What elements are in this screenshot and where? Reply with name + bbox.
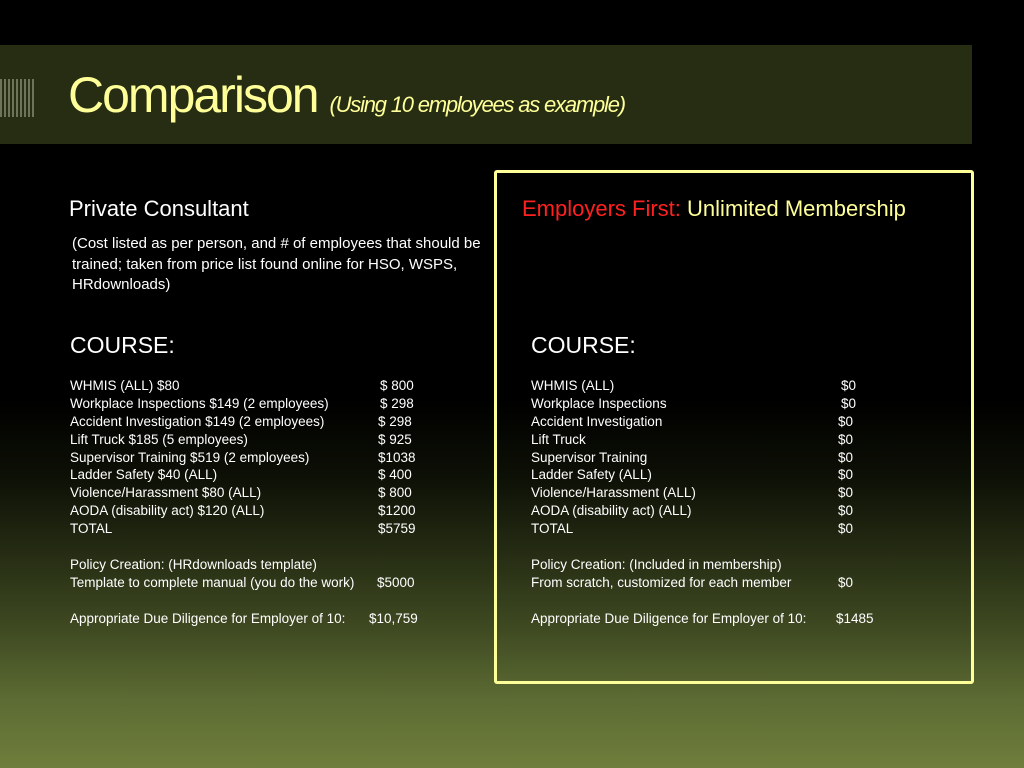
course-row-label: Appropriate Due Diligence for Employer of 10:: [70, 610, 346, 626]
course-row-cost: $0: [838, 449, 854, 465]
decorative-stripes: [0, 79, 36, 117]
course-row-label: Policy Creation: (Included in membership): [531, 556, 782, 572]
course-row-label: AODA (disability act) (ALL): [531, 503, 692, 519]
course-row-cost: $0: [838, 503, 854, 519]
employers-first-heading: [522, 196, 906, 222]
course-row-label: Ladder Safety (ALL): [531, 467, 652, 483]
course-row: [70, 538, 450, 556]
course-row-cost: $ 298: [380, 395, 414, 411]
course-row-label: Violence/Harassment $80 (ALL): [70, 485, 262, 501]
course-row-cost: $ 925: [378, 431, 412, 447]
course-row: [70, 431, 450, 449]
course-row: [531, 431, 911, 449]
employers-first-course-list: [531, 377, 911, 627]
course-row: [70, 520, 450, 538]
course-row-label: AODA (disability act) $120 (ALL): [70, 503, 265, 519]
course-row: [531, 502, 911, 520]
course-row: [531, 556, 911, 574]
course-row: [531, 520, 911, 538]
course-row: [70, 377, 450, 395]
course-row-label: Supervisor Training $519 (2 employees): [70, 449, 310, 465]
course-row: [70, 502, 450, 520]
course-row: [70, 466, 450, 484]
course-row-cost: $0: [841, 395, 857, 411]
private-consultant-course-list: [70, 377, 450, 627]
course-row-cost: $ 298: [378, 413, 412, 429]
course-row-label: From scratch, customized for each member: [531, 574, 792, 590]
course-row-cost: $0: [841, 378, 857, 393]
course-row-label: Accident Investigation $149 (2 employees): [70, 413, 325, 429]
private-consultant-heading: Private Consultant: [69, 196, 249, 221]
course-row: [70, 395, 450, 413]
course-row: [531, 538, 911, 556]
course-row: [531, 413, 911, 431]
course-row-cost: $5000: [377, 574, 415, 590]
course-row: [531, 484, 911, 502]
right-course-label: COURSE:: [531, 332, 636, 358]
course-row: [531, 377, 911, 395]
course-row-cost: $0: [838, 431, 854, 447]
course-row: [70, 610, 450, 628]
course-row: [70, 556, 450, 574]
course-row-cost: $0: [838, 413, 854, 429]
course-row: [531, 610, 911, 628]
course-row: [70, 413, 450, 431]
pricing-note: (Cost listed as per person, and # of employees that should be trained; taken from price list found online for HSO, WSPS, HRdownloads): [72, 235, 481, 293]
course-row-cost: $0: [838, 467, 854, 483]
course-row: [70, 574, 450, 592]
course-row-cost: $5759: [378, 521, 416, 537]
course-row-cost: $ 400: [378, 467, 412, 483]
course-row-cost: $1038: [378, 449, 416, 465]
course-row-cost: $0: [838, 574, 854, 590]
course-row-cost: $ 800: [378, 485, 412, 501]
course-row-label: Supervisor Training: [531, 449, 648, 465]
unlimited-membership-label: Unlimited Membership: [687, 196, 906, 221]
course-row-label: Violence/Harassment (ALL): [531, 485, 696, 501]
left-course-label: COURSE:: [70, 332, 175, 358]
course-row-label: Workplace Inspections: [531, 395, 667, 411]
course-row: [531, 466, 911, 484]
course-row: [531, 395, 911, 413]
course-row-cost: $0: [838, 521, 854, 537]
course-row: [531, 592, 911, 610]
course-row-cost: $1485: [836, 610, 874, 626]
employers-first-brand: Employers First:: [522, 196, 681, 221]
course-row-label: Template to complete manual (you do the work): [70, 574, 355, 590]
course-row-label: Accident Investigation: [531, 413, 663, 429]
slide-title: [68, 66, 625, 124]
course-row-label: Ladder Safety $40 (ALL): [70, 467, 218, 483]
course-row: [70, 484, 450, 502]
course-row-cost: $10,759: [369, 610, 418, 626]
course-row-label: Appropriate Due Diligence for Employer of 10:: [531, 610, 807, 626]
course-row-label: Lift Truck: [531, 431, 586, 447]
course-row: [531, 574, 911, 592]
course-row-label: WHMIS (ALL) $80: [70, 378, 180, 393]
course-row-label: WHMIS (ALL): [531, 378, 615, 393]
course-row-label: TOTAL: [531, 521, 574, 537]
course-row-cost: $0: [838, 485, 854, 501]
course-row-cost: $1200: [378, 503, 416, 519]
course-row-label: TOTAL: [70, 521, 113, 537]
course-row: [70, 449, 450, 467]
course-row: [531, 449, 911, 467]
slide-subtitle: (Using 10 employees as example): [329, 92, 625, 117]
slide-title-text: Comparison: [68, 67, 318, 123]
course-row-label: Lift Truck $185 (5 employees): [70, 431, 248, 447]
course-row-label: Policy Creation: (HRdownloads template): [70, 556, 317, 572]
course-row: [70, 592, 450, 610]
course-row-cost: $ 800: [380, 378, 414, 393]
course-row-label: Workplace Inspections $149 (2 employees): [70, 395, 329, 411]
